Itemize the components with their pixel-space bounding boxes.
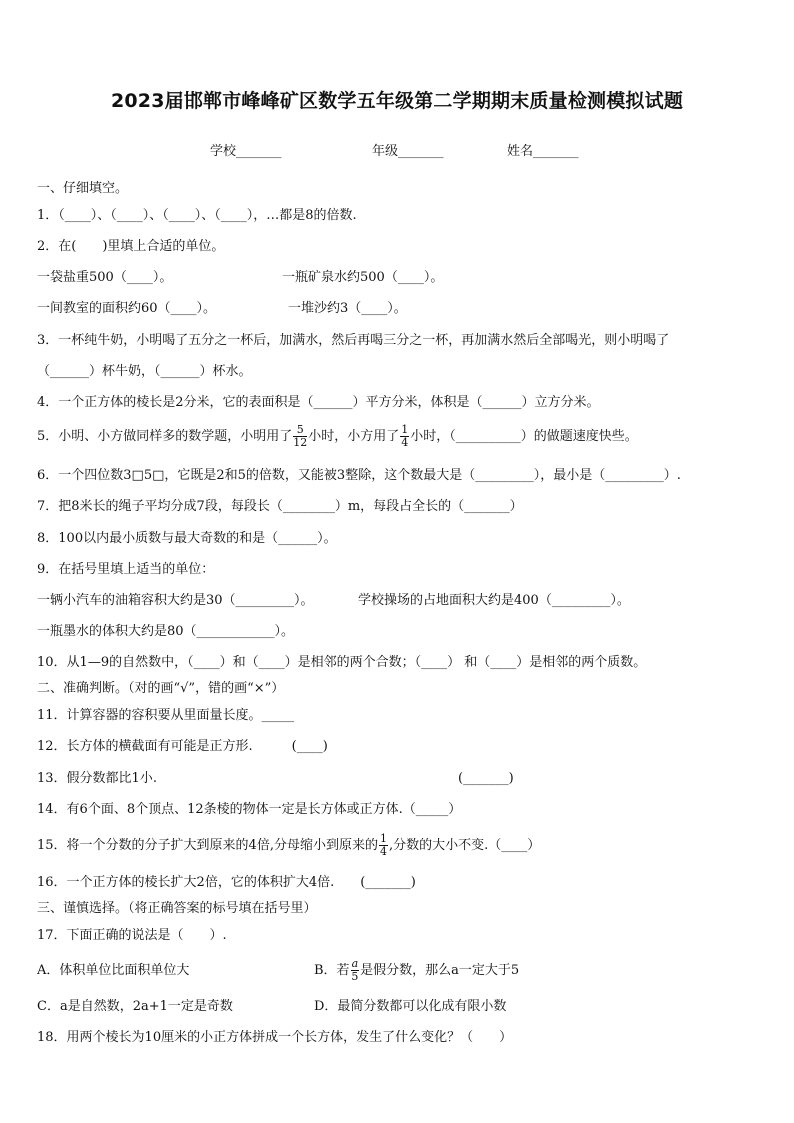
question-11: 11．计算容器的容积要从里面量长度。_____	[37, 708, 295, 723]
option-b-text-a: B．若	[314, 963, 350, 978]
question-3-line2: （______）杯牛奶，（______）杯水。	[37, 364, 252, 379]
question-12: 12．长方体的横截面有可能是正方形. (____)	[37, 739, 328, 754]
question-17-option-b	[314, 958, 519, 983]
question-2: 2．在( )里填上合适的单位。	[37, 239, 225, 254]
question-17-option-d: D．最简分数都可以化成有限小数	[314, 999, 507, 1014]
question-8: 8．100以内最小质数与最大奇数的和是（______）。	[37, 531, 337, 546]
question-2c: 一间教室的面积约60（____）。	[37, 301, 217, 316]
question-5-text-b: 小时，小方用了	[308, 429, 400, 444]
section-fill-blank: 一、仔细填空。	[37, 181, 129, 196]
question-16: 16．一个正方体的棱长扩大2倍，它的体积扩大4倍. (_______)	[37, 875, 416, 890]
page-title: 2023届邯郸市峰峰矿区数学五年级第二学期期末质量检测模拟试题	[110, 90, 684, 112]
question-6: 6．一个四位数3□5□，它既是2和5的倍数，又能被3整除，这个数最大是（_________），最小是（_________）.	[37, 468, 681, 483]
question-5-text-a: 5．小明、小方做同样多的数学题，小明用了	[37, 429, 293, 444]
section-judge: 二、准确判断。（对的画“√”，错的画“×”）	[37, 681, 285, 696]
question-17-option-c: C．a是自然数，2a+1一定是奇数	[37, 999, 233, 1014]
question-17: 17．下面正确的说法是（ ）.	[37, 928, 227, 943]
fraction-1-4-b: $\frac{1}{4}$	[379, 832, 387, 858]
grade-field: 年级_______	[372, 144, 444, 159]
question-9c: 一瓶墨水的体积大约是80（____________）。	[37, 624, 295, 639]
name-field: 姓名_______	[507, 144, 579, 159]
option-b-text-b: 是假分数，那么a一定大于5	[360, 963, 520, 978]
question-4: 4．一个正方体的棱长是2分米，它的表面积是（______）平方分米，体积是（______）立方分米。	[37, 395, 600, 410]
question-9b: 学校操场的占地面积大约是400（_________）。	[358, 593, 630, 608]
question-9: 9．在括号里填上适当的单位：	[37, 562, 215, 577]
question-2a: 一袋盐重500（____）。	[37, 270, 173, 285]
fraction-a-5: $\frac{a}{5}$	[351, 957, 359, 983]
question-18: 18．用两个棱长为10厘米的小正方体拼成一个长方体，发生了什么变化？（ ）	[37, 1030, 513, 1045]
question-13: 13．假分数都比1小.	[37, 771, 157, 786]
section-choice: 三、谨慎选择。（将正确答案的标号填在括号里）	[37, 901, 317, 916]
question-17-option-a: A．体积单位比面积单位大	[37, 963, 190, 978]
question-10: 10．从1—9的自然数中，（____）和（____）是相邻的两个合数；（____） 和（____）是相邻的两个质数。	[37, 655, 647, 670]
question-7: 7．把8米长的绳子平均分成7段，每段长（________）m，每段占全长的（_______）	[37, 499, 523, 514]
question-15	[37, 833, 540, 858]
question-15-text-a: 15．将一个分数的分子扩大到原来的4倍,分母缩小到原来的	[37, 838, 378, 853]
fraction-5-12: $\frac{5}{12}$	[293, 423, 308, 449]
question-9a: 一辆小汽车的油箱容积大约是30（_________）。	[37, 593, 314, 608]
school-field: 学校_______	[210, 144, 282, 159]
question-2d: 一堆沙约3（____）。	[288, 301, 407, 316]
question-15-text-b: ,分数的大小不变.（____）	[388, 838, 541, 853]
fraction-1-4: $\frac{1}{4}$	[401, 423, 409, 449]
question-5-text-c: 小时，（__________）的做题速度快些。	[410, 429, 638, 444]
question-2b: 一瓶矿泉水约500（____）。	[282, 270, 444, 285]
question-5	[37, 424, 638, 449]
question-13-answer: (_______)	[458, 771, 514, 786]
question-3-line1: 3．一杯纯牛奶，小明喝了五分之一杯后，加满水，然后再喝三分之一杯，再加满水然后全部喝光，则小明喝了	[37, 333, 670, 348]
question-14: 14．有6个面、8个顶点、12条棱的物体一定是长方体或正方体.（_____）	[37, 802, 462, 817]
question-1: 1．（____）、（____）、（____）、（____），…都是8的倍数.	[37, 208, 357, 223]
